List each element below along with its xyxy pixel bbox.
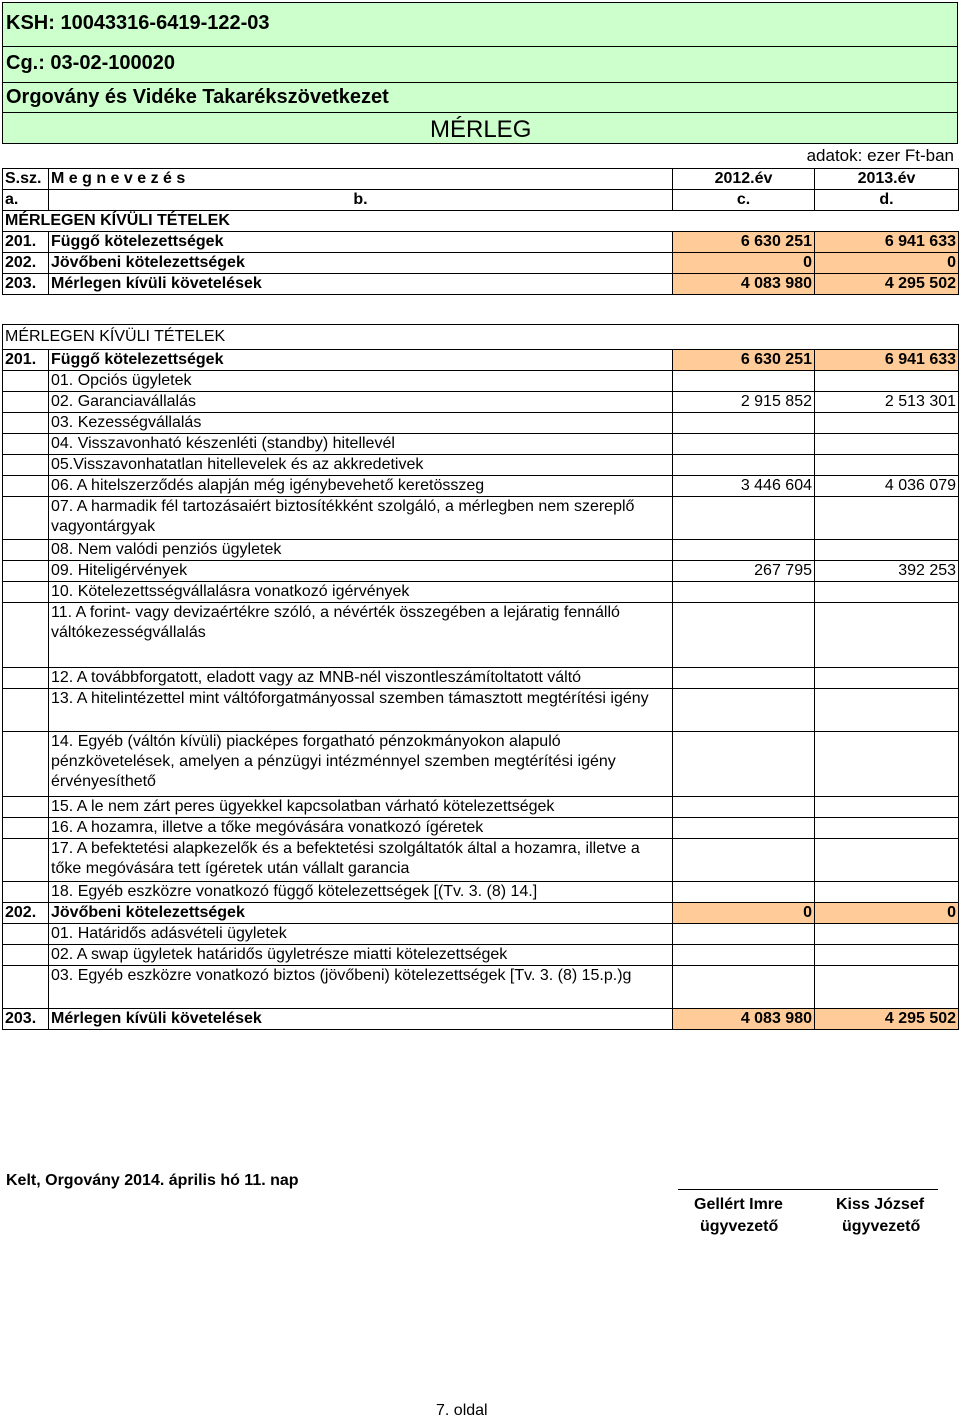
item-label: 18. Egyéb eszközre vonatkozó függő kötelezettségek [(Tv. 3. (8) 14.] (49, 882, 673, 903)
item-row (3, 732, 959, 797)
item-row (3, 839, 959, 882)
value-2013 (815, 882, 959, 903)
row-number (3, 966, 49, 1009)
item-row (3, 818, 959, 839)
row-label: Mérlegen kívüli követelések (49, 1009, 673, 1030)
signer2-role: ügyvezető (842, 1218, 921, 1235)
organization-name: Orgovány és Vidéke Takarékszövetkezet (6, 86, 389, 108)
items-202 (3, 924, 959, 1009)
col-letter-c: c. (673, 190, 815, 211)
item-row (3, 476, 959, 497)
item-label: 14. Egyéb (váltón kívüli) piacképes forgatható pénzokmányokon alapuló pénzkövetelések, amelyen a pénzügyi intézménnyel szemben megtérítési igény érvényesíthető (49, 732, 673, 797)
row-number (3, 371, 49, 392)
item-row (3, 603, 959, 668)
item-label: 03. Kezességvállalás (49, 413, 673, 434)
row-number (3, 732, 49, 797)
row-number (3, 839, 49, 882)
item-label: 17. A befektetési alapkezelők és a befektetési szolgáltatók által a hozamra, illetve a tőke megóvására tett ígéretek után vállalt garancia (49, 839, 673, 882)
value-2013 (815, 371, 959, 392)
value-2013 (815, 603, 959, 668)
item-label: 10. Kötelezettsségvállalásra vonatkozó igérvények (49, 582, 673, 603)
row-number: 201. (3, 232, 49, 253)
item-row (3, 945, 959, 966)
document-title: MÉRLEG (430, 116, 532, 143)
row-number (3, 540, 49, 561)
row-number (3, 392, 49, 413)
row-label: Függő kötelezettségek (49, 350, 673, 371)
value-2012 (673, 434, 815, 455)
summary-row (3, 274, 959, 295)
value-2012: 4 083 980 (673, 1009, 815, 1030)
row-number (3, 924, 49, 945)
value-2013 (815, 732, 959, 797)
row-label: Jövőbeni kötelezettségek (49, 253, 673, 274)
items-201 (3, 371, 959, 903)
item-label: 16. A hozamra, illetve a tőke megóvására vonatkozó ígéretek (49, 818, 673, 839)
row-label: Jövőbeni kötelezettségek (49, 903, 673, 924)
row-number: 203. (3, 274, 49, 295)
item-row (3, 668, 959, 689)
item-row (3, 392, 959, 413)
item-label: 09. Hiteligérvények (49, 561, 673, 582)
value-2013 (815, 540, 959, 561)
row-number (3, 668, 49, 689)
value-2013 (815, 839, 959, 882)
row-number: 203. (3, 1009, 49, 1030)
row-number (3, 882, 49, 903)
item-label: 01. Opciós ügyletek (49, 371, 673, 392)
row-number (3, 818, 49, 839)
value-2013 (815, 434, 959, 455)
col-letter-b: b. (49, 190, 673, 211)
col-letter-a: a. (3, 190, 49, 211)
value-2012 (673, 945, 815, 966)
value-2013: 4 036 079 (815, 476, 959, 497)
column-header-row (3, 169, 959, 190)
summary-heading-row (3, 211, 959, 232)
value-2013: 0 (815, 253, 959, 274)
value-2012: 3 446 604 (673, 476, 815, 497)
detail-heading-row (3, 325, 959, 350)
row-number (3, 945, 49, 966)
value-2012: 0 (673, 253, 815, 274)
item-row (3, 924, 959, 945)
row-number (3, 582, 49, 603)
value-2013 (815, 497, 959, 540)
value-2013: 6 941 633 (815, 350, 959, 371)
item-label: 08. Nem valódi penziós ügyletek (49, 540, 673, 561)
value-2012 (673, 455, 815, 476)
item-row (3, 371, 959, 392)
item-row (3, 689, 959, 732)
row-number (3, 497, 49, 540)
col-2013: 2013.év (815, 169, 959, 190)
col-name: M e g n e v e z é s (49, 169, 673, 190)
item-row (3, 434, 959, 455)
item-label: 11. A forint- vagy devizaértékre szóló, a névérték összegében a lejáratig fennálló váltókezességvállalás (49, 603, 673, 668)
col-2012: 2012.év (673, 169, 815, 190)
ksh-number: KSH: 10043316-6419-122-03 (6, 12, 270, 34)
value-2012: 0 (673, 903, 815, 924)
col-letter-d: d. (815, 190, 959, 211)
row-number (3, 689, 49, 732)
unit-note: adatok: ezer Ft-ban (806, 146, 954, 165)
item-label: 06. A hitelszerződés alapján még igénybevehető keretösszeg (49, 476, 673, 497)
summary-heading: MÉRLEGEN KÍVÜLI TÉTELEK (3, 211, 959, 232)
divider (2, 46, 958, 47)
row-number (3, 476, 49, 497)
value-2012 (673, 413, 815, 434)
value-2012 (673, 839, 815, 882)
row-number: 202. (3, 903, 49, 924)
value-2012 (673, 818, 815, 839)
value-2013 (815, 582, 959, 603)
signer1-role: ügyvezető (700, 1218, 779, 1235)
value-2012 (673, 924, 815, 945)
item-row (3, 882, 959, 903)
detail-row-203 (3, 1009, 959, 1030)
divider (2, 112, 958, 113)
signature-line (678, 1189, 938, 1190)
row-number (3, 561, 49, 582)
item-label: 15. A le nem zárt peres ügyekkel kapcsolatban várható kötelezettségek (49, 797, 673, 818)
item-row (3, 561, 959, 582)
row-number (3, 603, 49, 668)
value-2013: 0 (815, 903, 959, 924)
value-2012 (673, 582, 815, 603)
value-2012: 267 795 (673, 561, 815, 582)
item-row (3, 966, 959, 1009)
row-number (3, 797, 49, 818)
column-letter-row (3, 190, 959, 211)
value-2012: 6 630 251 (673, 232, 815, 253)
detail-row-201 (3, 350, 959, 371)
value-2013 (815, 818, 959, 839)
value-2013: 2 513 301 (815, 392, 959, 413)
value-2012: 6 630 251 (673, 350, 815, 371)
value-2012 (673, 732, 815, 797)
item-row (3, 540, 959, 561)
value-2013 (815, 945, 959, 966)
value-2012 (673, 497, 815, 540)
item-row (3, 455, 959, 476)
row-label: Függő kötelezettségek (49, 232, 673, 253)
summary-row (3, 232, 959, 253)
item-row (3, 582, 959, 603)
summary-table (2, 168, 959, 295)
signer1-name: Gellért Imre (694, 1196, 783, 1213)
item-label: 04. Visszavonható készenléti (standby) hitellevél (49, 434, 673, 455)
row-number: 202. (3, 253, 49, 274)
value-2013: 4 295 502 (815, 1009, 959, 1030)
value-2012 (673, 689, 815, 732)
item-label: 01. Határidős adásvételi ügyletek (49, 924, 673, 945)
divider (2, 82, 958, 83)
row-number (3, 434, 49, 455)
value-2013 (815, 689, 959, 732)
value-2013 (815, 413, 959, 434)
value-2012 (673, 603, 815, 668)
item-label: 02. Garanciavállalás (49, 392, 673, 413)
value-2013: 392 253 (815, 561, 959, 582)
value-2013 (815, 797, 959, 818)
value-2012: 2 915 852 (673, 392, 815, 413)
value-2013: 4 295 502 (815, 274, 959, 295)
item-label: 03. Egyéb eszközre vonatkozó biztos (jövőbeni) kötelezettségek [Tv. 3. (8) 15.p.)g (49, 966, 673, 1009)
value-2012 (673, 966, 815, 1009)
summary-row (3, 253, 959, 274)
row-label: Mérlegen kívüli követelések (49, 274, 673, 295)
value-2012: 4 083 980 (673, 274, 815, 295)
detail-heading: MÉRLEGEN KÍVÜLI TÉTELEK (3, 325, 959, 350)
row-number (3, 455, 49, 476)
item-row (3, 497, 959, 540)
row-number: 201. (3, 350, 49, 371)
item-label: 02. A swap ügyletek határidős ügyletrésze miatti kötelezettségek (49, 945, 673, 966)
company-registration: Cg.: 03-02-100020 (6, 52, 175, 74)
signer2-name: Kiss József (836, 1196, 925, 1213)
value-2012 (673, 540, 815, 561)
value-2012 (673, 882, 815, 903)
value-2013 (815, 455, 959, 476)
value-2012 (673, 668, 815, 689)
value-2013 (815, 966, 959, 1009)
detail-row-202 (3, 903, 959, 924)
page-number: 7. oldal (436, 1402, 488, 1419)
row-number (3, 413, 49, 434)
item-row (3, 413, 959, 434)
item-row (3, 797, 959, 818)
value-2013 (815, 668, 959, 689)
place-date: Kelt, Orgovány 2014. április hó 11. nap (6, 1172, 299, 1189)
item-label: 07. A harmadik fél tartozásaiért biztosítékként szolgáló, a mérlegben nem szereplő vagyontárgyak (49, 497, 673, 540)
value-2013 (815, 924, 959, 945)
item-label: 13. A hitelintézettel mint váltóforgatmányossal szemben támasztott megtérítési igény (49, 689, 673, 732)
value-2012 (673, 797, 815, 818)
detail-table (2, 324, 959, 1030)
col-ssz: S.sz. (3, 169, 49, 190)
value-2013: 6 941 633 (815, 232, 959, 253)
item-label: 12. A továbbforgatott, eladott vagy az MNB-nél viszontleszámítoltatott váltó (49, 668, 673, 689)
value-2012 (673, 371, 815, 392)
item-label: 05.Visszavonhatatlan hitellevelek és az akkredetivek (49, 455, 673, 476)
